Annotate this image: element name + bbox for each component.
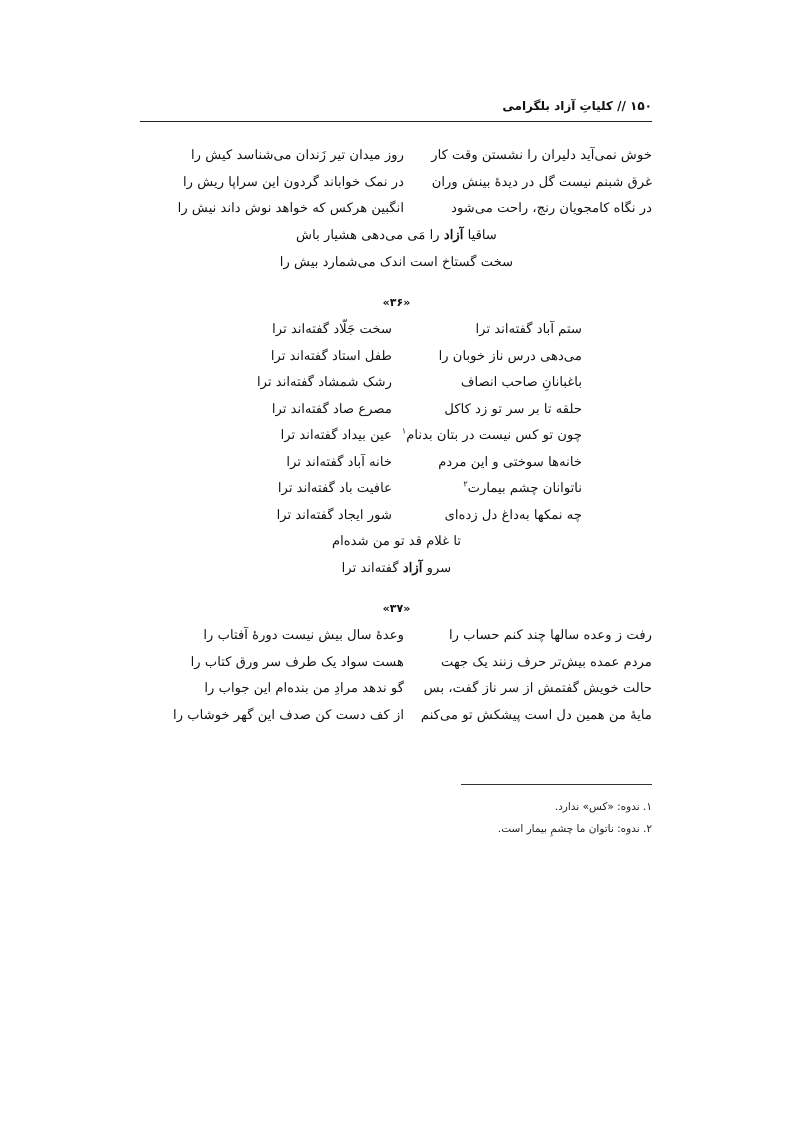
first-hemistich: مردم عمده بیش‌تر حرف زنند یک جهت <box>441 654 652 670</box>
poet-name: آزاد <box>402 560 423 576</box>
second-hemistich: عین بیداد گفته‌اند ترا <box>280 428 392 443</box>
first-hemistich: حلقه تا بر سر تو زد کاکل <box>444 401 582 417</box>
couplet <box>150 623 652 650</box>
closing-line: سخت گستاخ است اندک می‌شمارد بیش را <box>279 254 514 270</box>
couplet <box>150 650 652 677</box>
footnote-marker: ۲ <box>463 479 468 489</box>
second-hemistich: طفل استاد گفته‌اند ترا <box>270 348 392 364</box>
second-hemistich: وعدهٔ سال بیش نیست دورهٔ آفتاب را <box>203 628 404 643</box>
couplet <box>212 450 582 477</box>
second-hemistich: از کف دست کن صدف این گهر خوشاب را <box>173 707 404 723</box>
poem-37-title: «۳۷» <box>382 602 411 615</box>
couplet <box>150 676 652 703</box>
footnote-2: ۲. ندوه: ناتوان ما چشمِ بیمار است. <box>497 823 652 835</box>
closing-line: ساقیا آزاد را مَی می‌دهی هشیار باش <box>296 228 497 243</box>
first-hemistich: در نگاه کامجویان رنج، راحت می‌شود <box>451 201 652 216</box>
couplet <box>150 143 652 170</box>
footnote-marker: ۱ <box>401 426 407 436</box>
couplet <box>212 344 582 371</box>
running-header: ۱۵۰ // کلیاتِ آزاد بلگرامی <box>502 99 652 113</box>
couplet <box>150 170 652 197</box>
second-hemistich: مصرع صاد گفته‌اند ترا <box>271 401 392 417</box>
first-hemistich: باغبانانِ صاحب انصاف <box>460 375 582 390</box>
footnote-1: ۱. ندوه: «کس» ندارد. <box>554 801 652 813</box>
first-hemistich: چون تو کس نیست در بتان بدنام$^۱$ <box>401 426 582 443</box>
footnote-rule <box>461 784 652 785</box>
first-hemistich: خانه‌ها سوختی و این مردم <box>438 454 582 470</box>
poem-36-closing <box>0 529 793 582</box>
first-hemistich: خوش نمی‌آید دلیران را نشستن وقت کار <box>431 148 652 163</box>
header-rule <box>140 121 652 122</box>
poem-35-couplets <box>150 143 652 223</box>
first-hemistich: مایهٔ من همین دل است پیشکش تو می‌کنم <box>420 707 652 723</box>
poem-36-title: «۳۶» <box>382 296 411 309</box>
closing-line: سرو آزاد گفته‌اند ترا <box>341 560 452 576</box>
second-hemistich: شور ایجاد گفته‌اند ترا <box>276 507 392 523</box>
second-hemistich: خانه آباد گفته‌اند ترا <box>286 454 392 470</box>
second-hemistich: انگبین هرکس که خواهد نوش داند نیش را <box>177 201 404 216</box>
couplet <box>212 423 582 450</box>
second-hemistich: رشک شمشاد گفته‌اند ترا <box>257 375 392 390</box>
couplet <box>212 370 582 397</box>
footnotes <box>498 796 652 840</box>
second-hemistich: گو ندهد مرادِ من بنده‌ام این جواب را <box>204 681 404 696</box>
first-hemistich: حالت خویش گفتمش از سر ناز گفت، بس <box>423 681 652 696</box>
first-hemistich: رفت ز وعده سالها چند کنم حساب را <box>448 628 652 643</box>
couplet <box>150 703 652 730</box>
couplet <box>212 317 582 344</box>
poem-36-couplets <box>212 317 582 529</box>
couplet <box>212 397 582 424</box>
second-hemistich: سخت جَلّاد گفته‌اند ترا <box>272 322 392 337</box>
second-hemistich: هست سواد یک طرف سر ورق کتاب را <box>190 654 404 670</box>
second-hemistich: در نمک خواباند گردون این سراپا ریش را <box>182 174 404 190</box>
closing-line: تا غلام قد تو من شده‌ام <box>331 534 462 549</box>
first-hemistich: می‌دهی درس ناز خوبان را <box>438 348 582 364</box>
poem-35-closing <box>0 223 793 276</box>
poem-37-couplets <box>150 623 652 729</box>
couplet <box>212 503 582 530</box>
first-hemistich: غرق شبنم نیست گل در دیدهٔ بینش وران <box>431 174 652 190</box>
first-hemistich: ناتوانان چشم بیمارت$^۲$ <box>463 479 582 496</box>
first-hemistich: ستم آباد گفته‌اند ترا <box>475 322 582 337</box>
couplet <box>150 196 652 223</box>
second-hemistich: عافیت باد گفته‌اند ترا <box>277 481 392 496</box>
first-hemistich: چه نمکها به‌داغ دل زده‌ای <box>444 507 582 523</box>
poet-name: آزاد <box>443 228 464 243</box>
second-hemistich: روز میدان تیر زَندان می‌شناسد کیش را <box>191 148 404 163</box>
couplet <box>212 476 582 503</box>
